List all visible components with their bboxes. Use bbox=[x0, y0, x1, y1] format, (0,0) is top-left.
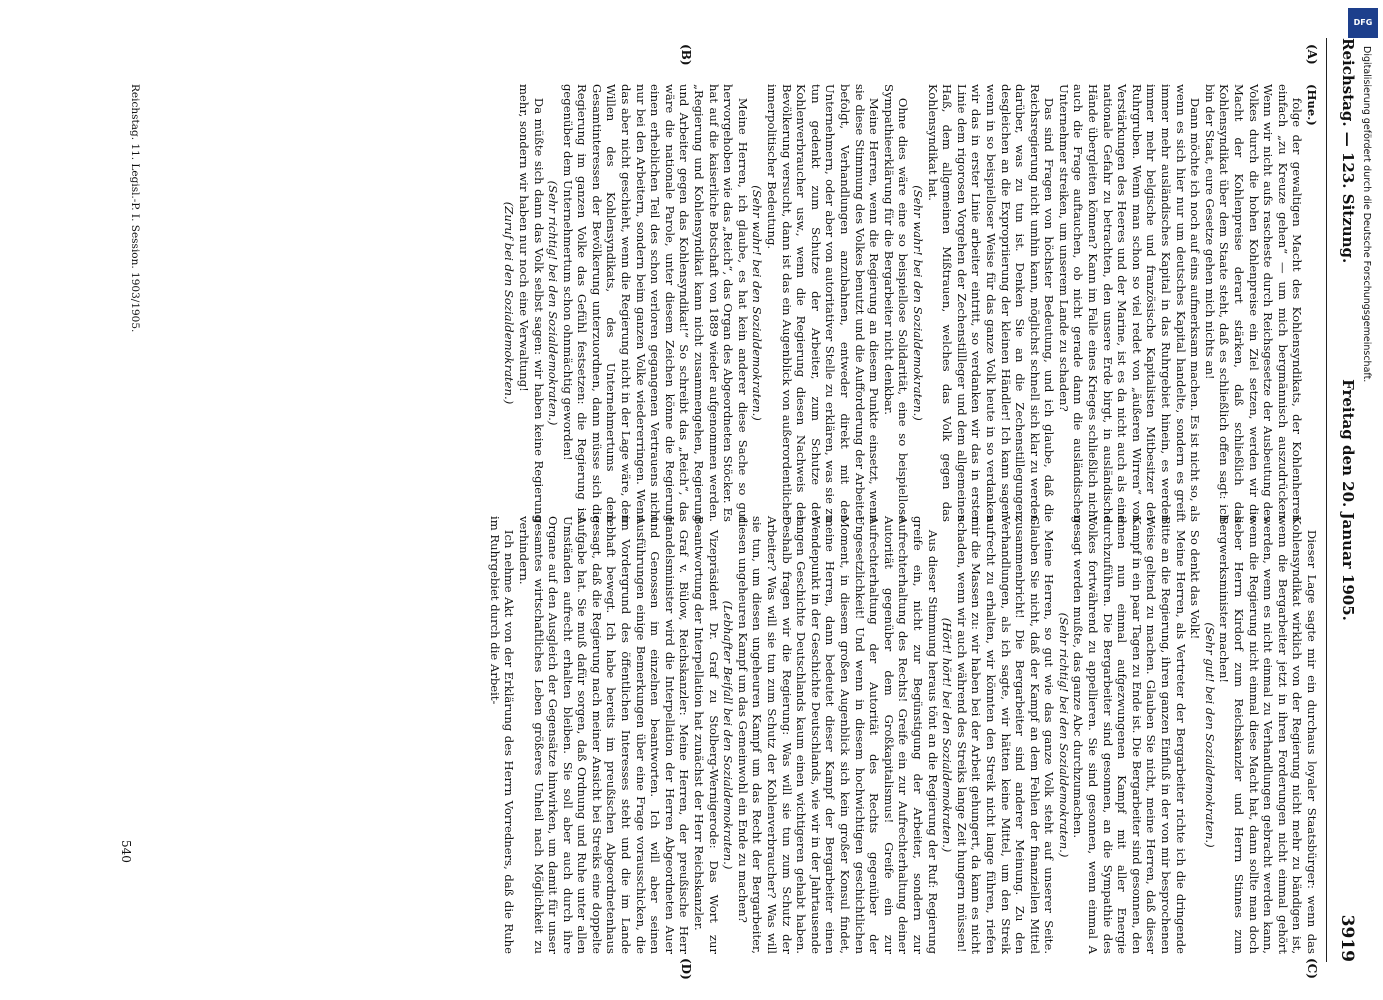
margin-marker-a: (A) bbox=[1305, 44, 1319, 65]
right-column-paragraph: Dieser Lage sagte mir ein durchaus loyaler Staatsbürger: wenn das Kohlensyndikat wirklich von der Regierung nicht mehr zu bändigen ist, wenn die Bergarbeiter jetzt in ihren Forderungen nicht einmal gehört werden, wenn es nicht einmal zu Verhandlungen gebracht werden kann, wenn die Regierung nicht einmal diese Macht hat, dann sollte man doch lieber Herrn Kirdorf zum Reichskanzler und Herrn Stinnes zum Bergwerksminister machen! bbox=[1217, 516, 1319, 954]
right-column-paragraph: Vizepräsident Dr. Graf zu Stolberg-Wernigerode: Das Wort zur Beantwortung der Interpellation hat zunächst der Herr Reichskanzler. bbox=[692, 516, 721, 954]
left-column-paragraph: Meine Herren, ich glaube, es hat kein anderer diese Sache so gut hervorgehoben wie das „Reich“, das Organ des Abgeordneten Stöcker. Es hat auf die kaiserliche Botschaft von 1889 wieder aufgenommen werden. „Regierung und Kohlensyndikat kann nicht zusammengehen, Regierung und Arbeiter gegen das Kohlensyndikat!“ So schreibt das „Reich“, das wäre die nationale Parole, unter diesem Zeichen könne die Regierung einen erheblichen Teil des schon verloren gegangenen Vertrauens nicht nur bei den Arbeitern, sondern beim ganzen Volke wiedererringen. Wenn das aber nicht geschieht, wenn die Regierung nicht in der Lage wäre, den Willen des Kohlensyndikats, des Unternehmertums dem Gesamtinteressen der Bevölkerung unterzuordnen, dann müsse sich die Regierung im ganzen Volke das Gefühl festsetzen: die Regierung ist gegenüber dem Unternehmertum schon ohnmächtig geworden! bbox=[560, 84, 750, 522]
right-column-paragraph: Aus dieser Stimmung heraus tönt an die Regierung der Ruf: Regierung greife ein, nicht zur Begünstigung der Arbeiter, sondern zur Aufrechterhaltung des Rechts! Greife ein zur Aufrechterhaltung deiner Autorität gegenüber dem Großkapitalismus! Greife ein zur Aufrechterhaltung der Autorität des Rechts gegenüber der Ungesetzlichkeit! Und wenn in diesem hochwichtigen geschichtlichen Moment, in diesem großen Augenblick sich kein großer Konsul findet, meine Herren, dann bedeutet dieser Kampf der Bergarbeiter einen Wendepunkt in der Geschichte Deutschlands, wie wir in der Jahrtausende langen Geschichte Deutschlands kaum einen wichtigeren gehabt haben. Deshalb fragen wir die Regierung: Was will sie tun zum Schutz der Arbeiter? Was will sie tun zum Schutz der Kohlenverbraucher? Was will sie tun, um diesen ungeheuren Kampf um das Recht der Bergarbeiter, diesen ungeheuren Kampf um das Gemeinwohl ein Ende zu machen? bbox=[735, 516, 940, 954]
right-column-reaction: (Sehr gut! bei den Sozialdemokraten.) bbox=[1202, 622, 1217, 848]
dfg-logo: DFG bbox=[1348, 8, 1378, 38]
left-column-paragraph: folge der gewaltigen Macht des Kohlensyndikats, der Kohlenherren einfach „zu Kreuze gehen“ — um mich bergmännisch auszudrücken. Wenn wir nicht aufs rascheste durch Reichsgesetze der Ausbeutung des Volkes durch die hohen Kohlenpreise ein Ziel setzen, werden wir die Macht der Kohlenpreise derart stärken, daß schließlich das Kohlensyndikat über dem Staate steht, daß es schließlich offen sagt: ich bin der Staat, eure Gesetze gehen mich nichts an! bbox=[1202, 84, 1305, 522]
credit-strip bbox=[1356, 46, 1380, 986]
header-rule bbox=[1326, 38, 1327, 962]
margin-marker-d: (D) bbox=[679, 958, 693, 980]
right-column-paragraph: Ich nehme Akt von der Erklärung des Herrn Vorredners, daß die Ruhe im Ruhrgebiet durch die Arbeit- bbox=[487, 516, 517, 954]
right-column-paragraph: So denkt das Volk! bbox=[1188, 529, 1203, 640]
right-column-reaction: (Sehr richtig! bei den Sozialdemokraten.) bbox=[1056, 612, 1071, 858]
margin-marker-c: (C) bbox=[1305, 958, 1319, 979]
left-column-paragraph: Dann möchte ich noch auf eins aufmerksam machen. Es ist nicht so, als wenn es sich hier nur um deutsches Kapital handelte, sondern es greift immer mehr ausländisches Kapital in das Ruhrgebiet hinein, es werden immer mehr belgische und französische Kapitalisten Mitbesitzer der Ruhrgruben. Wenn man schon so viel redet von „äußeren Wirren“ von Verstärkungen des Heeres und der Marine, ist es da nicht auch als eine nationale Gefahr zu betrachten, den unsere Erde birgt, in ausländische Hände übergleiten können? Kann im Falle eines Krieges schließlich nicht auch die Frage auftauchen, ob nicht gerade dann die ausländischen Unternehmer streiken, um unserem Lande zu schaden? bbox=[1056, 84, 1203, 522]
credit-text: Digitalisierung gefördert durch die Deutsche Forschungsgemeinschaft. bbox=[1361, 46, 1372, 383]
left-column-paragraph: Da müßte sich dann das Volk selbst sagen: wir haben keine Regierung mehr, sondern wir haben nur noch eine Verwaltung! bbox=[516, 84, 546, 522]
left-column-reaction: (Sehr richtig! bei den Sozialdemokraten.) bbox=[546, 180, 561, 426]
right-column-reaction: (Hört! hört! bei den Sozialdemokraten.) bbox=[940, 617, 955, 853]
left-column-paragraph: Das sind Fragen von höchster Bedeutung, und ich glaube, daß die Reichsregierung nicht umhin kann, möglichst schnell sich klar zu werden darüber, was zu tun ist. Denken Sie an die Zechenstillegungen, desgleichen an die Expropriierung der kleinen Händler! Ich kann sagen: wenn in so beispielloser Weise für das ganze Volk heute in so verdanken wir das in erster Linie arbeiter eintritt, so verdanken wir das in erster Linie dem rigorosen Vorgehen der Zechenstillleger und dem allgemeinen Haß, dem allgemeinen Mißtrauen, welches das Volk gegen das Kohlensyndikat hat. bbox=[925, 84, 1057, 522]
left-column-paragraph: Meine Herren, wenn die Regierung an diesem Punkte einsetzt, wenn sie diese Stimmung des Volkes benutzt und die Aufforderung der Arbeiter befolgt, Verhandlungen anzubahnen, entweder direkt mit den Unternehmern, oder aber von autoritativer Stelle zu erklären, was sie zu tun gedenkt zum Schutze der Arbeiter, zum Schutze der Kohlenverbraucher usw., wenn die Regierung diesen Nachweis der Bevölkerung versucht, dann ist das ein Augenblick von außerordentlicher innerpolitischer Bedeutung. bbox=[765, 84, 882, 522]
page-number: 3919 bbox=[1337, 914, 1357, 962]
header-date: Freitag den 20. Januar 1905. bbox=[1339, 379, 1357, 621]
right-column-paragraph: Meine Herren, als Vertreter der Bergarbeiter richte ich die dringende Bitte an die Regierung, ihren ganzen Einfluß in der von mir besprochenen Weise geltend zu machen. Glauben Sie nicht, meine Herren, daß dieser Kampf in ein paar Tagen zu Ende ist. Die Bergarbeiter sind gesonnen, den ihnen nun einmal aufgezwungenen Kampf mit aller Energie durchzuführen. Die Bergarbeiter sind gesonnen, an die Sympathie des Volkes fortwährend zu appellieren. Sie sind gesonnen, wenn einmal A gesagt werden mußte, das ganze Abc durchzumachen. bbox=[1071, 516, 1188, 954]
left-column-reaction: (Sehr wahr! bei den Sozialdemokraten.) bbox=[910, 185, 925, 421]
margin-marker-b: (B) bbox=[679, 44, 693, 66]
left-column-speaker: (Hue.) bbox=[1305, 84, 1319, 126]
header-left: Reichstag. — 123. Sitzung. bbox=[1339, 38, 1357, 264]
footer-sheet-number: 540 bbox=[119, 840, 133, 863]
right-column-paragraph: Graf v. Bülow, Reichskanzler: Meine Herren, der preußische Herr Handelsminister wird die Interpellation der Herren Abgeordneten Auer und Genossen im einzelnen beantworten. Ich will aber seinen Ausführungen einige Bemerkungen über eine Frage vorausschicken, die im Vordergrund des öffentlichen Interesses steht und die im Lande lebhaft bewegt. Ich habe bereits im preußischen Abgeordnetenhaus gesagt, daß die Regierung nach meiner Ansicht bei Streiks eine doppelte Aufgabe hat. Sie muß dafür sorgen, daß Ordnung und Ruhe unter allen Umständen aufrecht erhalten bleiben. Sie soll aber auch durch ihre Organe auf den Ausgleich der Gegensätze hinwirken, um damit für unser gesamtes wirtschaftliches Leben größeres Unheil nach Möglichkeit zu verhindern. bbox=[516, 516, 692, 954]
left-column-reaction: (Sehr wahr! bei den Sozialdemokraten.) bbox=[750, 185, 765, 421]
left-column-paragraph: Ohne dies wäre eine so beispiellose Solidarität, eine so beispiellose Sympathieerklärung für die Bergarbeiter nicht denkbar. bbox=[881, 84, 911, 522]
left-column-reaction: (Zuruf bei den Sozialdemokraten.) bbox=[502, 201, 517, 405]
footer-session: Reichstag. 11. Legisl.-P. I. Session. 1903/1905. bbox=[129, 84, 141, 333]
right-column-paragraph: Meine Herren, so gut wie das ganze Volk steht auf unserer Seite. Glauben Sie nicht, daß der Kampf an dem Fehlen der finanziellen Mittel zusammenbricht! Die Bergarbeiter sind anderer Meinung. Zu den Verhandlungen, als ich sagte, wir hätten keine Mittel, um den Streik aufrecht zu erhalten, wir könnten den Streik nicht lange führen, riefen mir die Massen zu: wir haben bei der Arbeit gehungert, da kann es nicht schaden, wenn wir auch während des Streiks lange Zeit hungern müssen! bbox=[954, 516, 1057, 954]
right-column bbox=[487, 516, 1319, 954]
right-column-reaction: (Lebhafter Beifall bei den Sozialdemokraten.) bbox=[721, 600, 736, 870]
left-column bbox=[502, 84, 1319, 522]
